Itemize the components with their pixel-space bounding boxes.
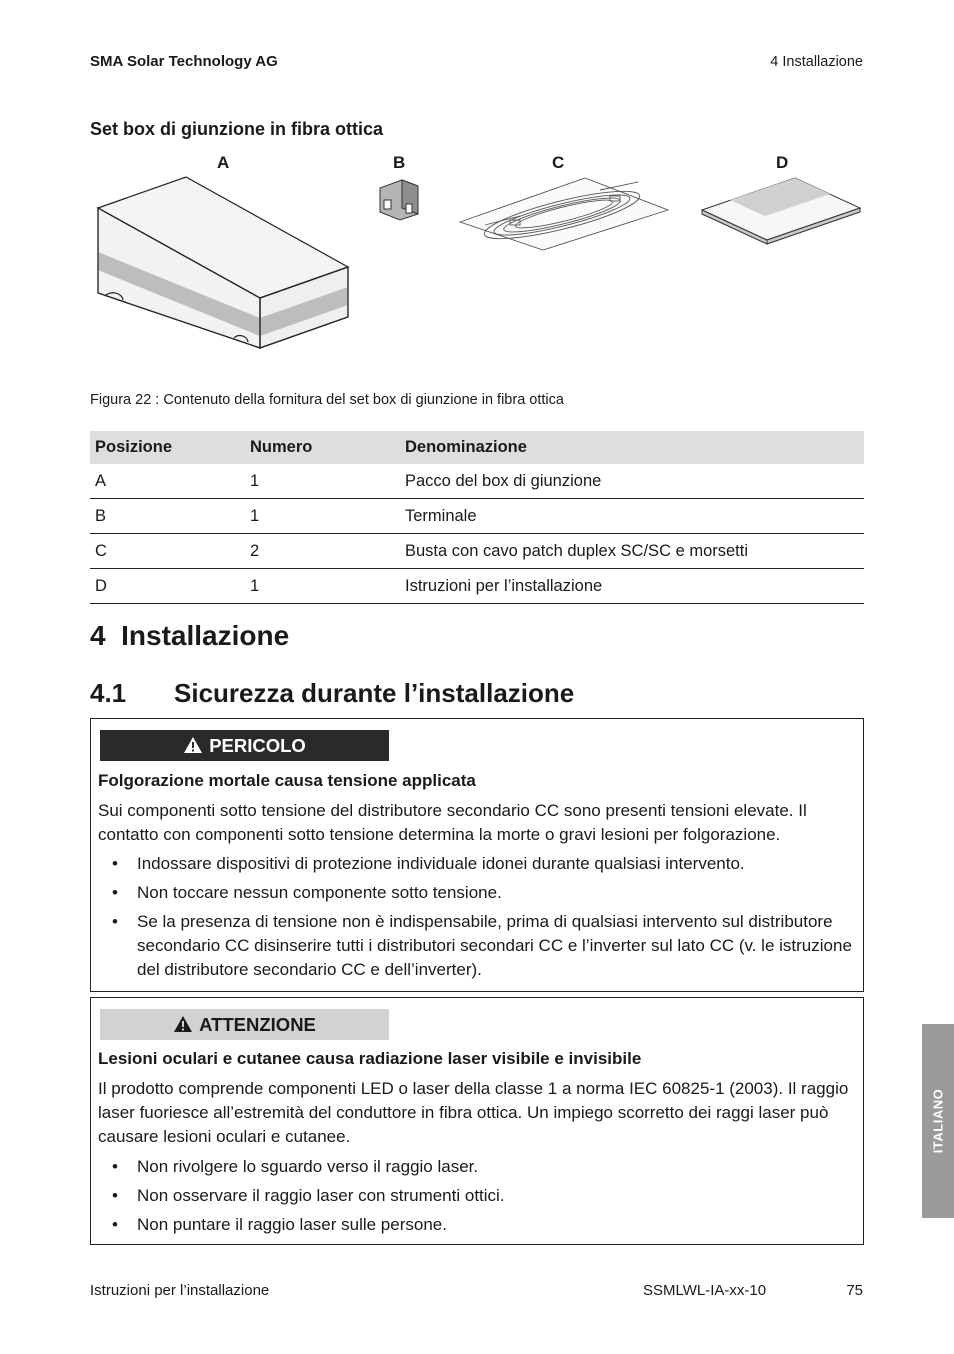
column-header-description: Denominazione xyxy=(400,431,864,464)
list-item: • Non rivolgere lo sguardo verso il raggio laser. xyxy=(98,1155,858,1179)
figure-label-a: A xyxy=(217,153,230,172)
cell-quantity: 1 xyxy=(245,569,400,604)
figure-label-b: B xyxy=(393,153,406,172)
table-header-row xyxy=(90,431,864,464)
subsection-heading xyxy=(90,678,574,709)
list-item: • Indossare dispositivi di protezione individuale idonei durante qualsiasi intervento. xyxy=(98,852,858,876)
figure-label-d: D xyxy=(776,153,789,172)
set-title: Set box di giunzione in fibra ottica xyxy=(90,119,384,139)
cell-position: C xyxy=(90,534,245,569)
cell-position: D xyxy=(90,569,245,604)
footer-doc-code: SSMLWL-IA-xx-10 xyxy=(643,1282,767,1299)
cell-position: B xyxy=(90,499,245,534)
language-label: ITALIANO xyxy=(930,1088,946,1154)
cell-description: Terminale xyxy=(400,499,864,534)
section-heading xyxy=(90,620,289,652)
list-item: • Se la presenza di tensione non è indispensabile, prima di qualsiasi intervento sul distributore secondario CC disinserire tutti i distributori secondari CC e l’inverter sul lato CC (v. le istruzione del distributore secondario CC e dell’inverter). xyxy=(98,910,858,982)
caution-bullet-list xyxy=(98,1155,858,1242)
section-number: 4 xyxy=(90,620,106,651)
installation-manual xyxy=(702,178,860,244)
figure-illustration xyxy=(90,170,870,360)
list-item: • Non puntare il raggio laser sulle persone. xyxy=(98,1213,858,1237)
list-item: • Non osservare il raggio laser con strumenti ottici. xyxy=(98,1184,858,1208)
danger-banner xyxy=(100,730,389,761)
cell-description: Istruzioni per l’installazione xyxy=(400,569,864,604)
cell-quantity: 1 xyxy=(245,464,400,499)
cell-position: A xyxy=(90,464,245,499)
caution-title: Lesioni oculari e cutanee causa radiazione laser visibile e invisibile xyxy=(98,1049,642,1068)
list-item: • Non toccare nessun componente sotto tensione. xyxy=(98,881,858,905)
column-header-quantity: Numero xyxy=(245,431,400,464)
chapter-label: 4 Installazione xyxy=(770,54,863,70)
table-row xyxy=(90,499,864,534)
table-row xyxy=(90,569,864,604)
danger-bullet-list xyxy=(98,852,858,987)
cell-quantity: 2 xyxy=(245,534,400,569)
table-row xyxy=(90,534,864,569)
junction-box-package xyxy=(98,177,348,348)
cell-description: Busta con cavo patch duplex SC/SC e morsetti xyxy=(400,534,864,569)
danger-label: PERICOLO xyxy=(209,735,306,756)
caution-text: Il prodotto comprende componenti LED o laser della classe 1 a norma IEC 60825-1 (2003). Il raggio laser fuoriesce all’estremità del conduttore in fibra ottica. Un impiego scorretto dei raggi laser può causare lesioni oculari e cutanee. xyxy=(98,1079,849,1146)
table-row xyxy=(90,464,864,499)
column-header-position: Posizione xyxy=(90,431,245,464)
caution-notice xyxy=(90,997,864,1245)
figure-label-c: C xyxy=(552,153,565,172)
company-name: SMA Solar Technology AG xyxy=(90,53,278,70)
subsection-number: 4.1 xyxy=(90,678,127,708)
parts-table xyxy=(90,431,864,604)
terminal xyxy=(380,180,418,220)
warning-triangle-icon xyxy=(183,736,203,754)
cell-quantity: 1 xyxy=(245,499,400,534)
language-tab xyxy=(922,1024,954,1218)
danger-title: Folgorazione mortale causa tensione applicata xyxy=(98,771,476,790)
warning-triangle-icon xyxy=(173,1015,193,1033)
subsection-title: Sicurezza durante l’installazione xyxy=(174,678,575,708)
figure-caption: Figura 22 : Contenuto della fornitura del set box di giunzione in fibra ottica xyxy=(90,392,564,408)
danger-notice xyxy=(90,718,864,992)
caution-banner xyxy=(100,1009,389,1040)
page-number: 75 xyxy=(846,1282,863,1299)
section-title: Installazione xyxy=(121,620,290,651)
footer-doc-title: Istruzioni per l’installazione xyxy=(90,1282,270,1299)
cell-description: Pacco del box di giunzione xyxy=(400,464,864,499)
danger-text: Sui componenti sotto tensione del distributore secondario CC sono presenti tensioni elevate. Il contatto con componenti sotto tensione determina la morte o gravi lesioni per folgorazione. xyxy=(98,801,807,844)
cable-bag xyxy=(460,178,668,250)
caution-label: ATTENZIONE xyxy=(199,1014,316,1035)
